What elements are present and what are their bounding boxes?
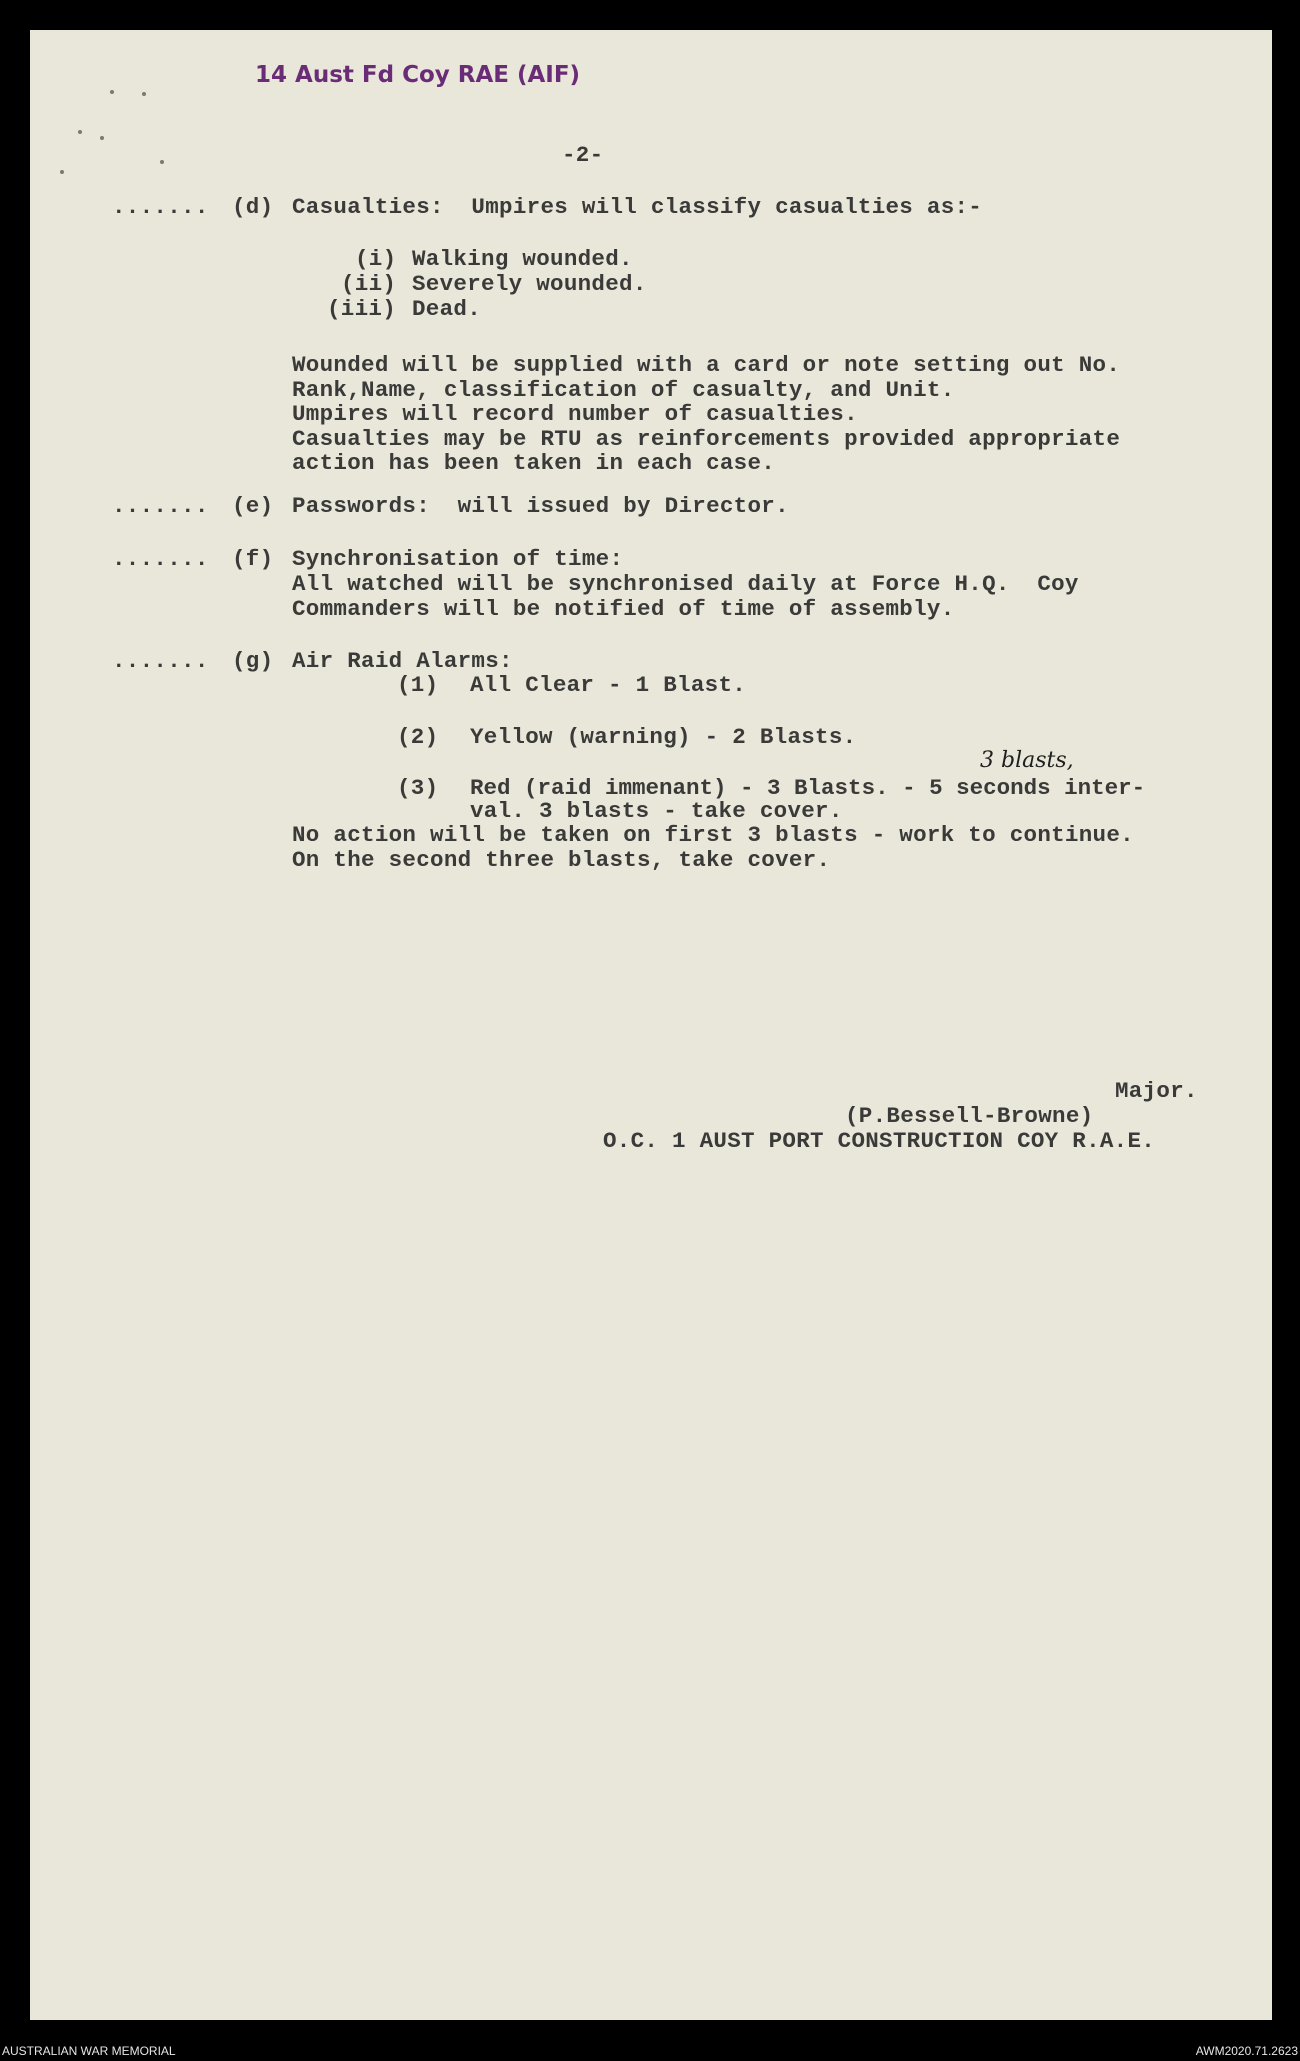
item-f-line: Commanders will be notified of time of assembly. (292, 596, 955, 622)
item-e-marker: (e) (232, 493, 274, 519)
alarm-3-continued: val. 3 blasts - take cover. (470, 798, 843, 824)
page-number: -2- (562, 142, 604, 168)
casualty-paragraph-line: Wounded will be supplied with a card or note setting out No. (292, 352, 1121, 378)
casualty-text: Walking wounded. (412, 246, 633, 272)
signature-name: (P.Bessell-Browne) (845, 1103, 1094, 1129)
footer-left: AUSTRALIAN WAR MEMORIAL (2, 2044, 176, 2058)
paper-speck (142, 92, 146, 96)
document-page (30, 30, 1272, 2020)
unit-stamp: 14 Aust Fd Coy RAE (AIF) (255, 62, 581, 88)
alarm-num: (1) (397, 672, 439, 698)
item-f-line: All watched will be synchronised daily at Force H.Q. Coy (292, 571, 1079, 597)
alarm-num: (3) (397, 775, 439, 801)
alarm-after-line: On the second three blasts, take cover. (292, 847, 831, 873)
paper-speck (160, 160, 164, 164)
casualty-paragraph-line: Umpires will record number of casualties. (292, 401, 858, 427)
casualty-num: (i) (355, 246, 397, 272)
casualty-num: (ii) (341, 271, 397, 297)
item-g-dots: ....... (112, 648, 209, 674)
casualty-text: Dead. (412, 296, 482, 322)
footer-right: AWM2020.71.2623 (1195, 2044, 1298, 2058)
item-f-line: Synchronisation of time: (292, 546, 624, 572)
casualty-paragraph-line: action has been taken in each case. (292, 450, 776, 476)
item-g-heading: Air Raid Alarms: (292, 648, 513, 674)
paper-speck (78, 130, 82, 134)
handwritten-note: 3 blasts, (980, 748, 1074, 773)
item-d-dots: ....... (112, 194, 209, 220)
paper-speck (110, 90, 114, 94)
alarm-after-line: No action will be taken on first 3 blasts - work to continue. (292, 822, 1134, 848)
casualty-paragraph-line: Rank,Name, classification of casualty, and Unit. (292, 377, 955, 403)
casualty-paragraph-line: Casualties may be RTU as reinforcements provided appropriate (292, 426, 1121, 452)
alarm-num: (2) (397, 724, 439, 750)
signature-unit: O.C. 1 AUST PORT CONSTRUCTION COY R.A.E. (603, 1128, 1156, 1154)
alarm-text: Yellow (warning) - 2 Blasts. (470, 724, 857, 750)
item-e-dots: ....... (112, 493, 209, 519)
alarm-text: Red (raid immenant) - 3 Blasts. - 5 seconds inter- (470, 775, 1146, 801)
alarm-text: All Clear - 1 Blast. (470, 672, 747, 698)
item-d-marker: (d) (232, 194, 274, 220)
casualty-num: (iii) (327, 296, 397, 322)
paper-speck (100, 136, 104, 140)
item-g-marker: (g) (232, 648, 274, 674)
paper-speck (60, 170, 64, 174)
item-e-text: Passwords: will issued by Director. (292, 493, 789, 519)
casualty-text: Severely wounded. (412, 271, 647, 297)
item-d-heading: Casualties: Umpires will classify casualties as:- (292, 194, 983, 220)
item-f-marker: (f) (232, 546, 274, 572)
signature-rank: Major. (1115, 1078, 1198, 1104)
item-f-dots: ....... (112, 546, 209, 572)
